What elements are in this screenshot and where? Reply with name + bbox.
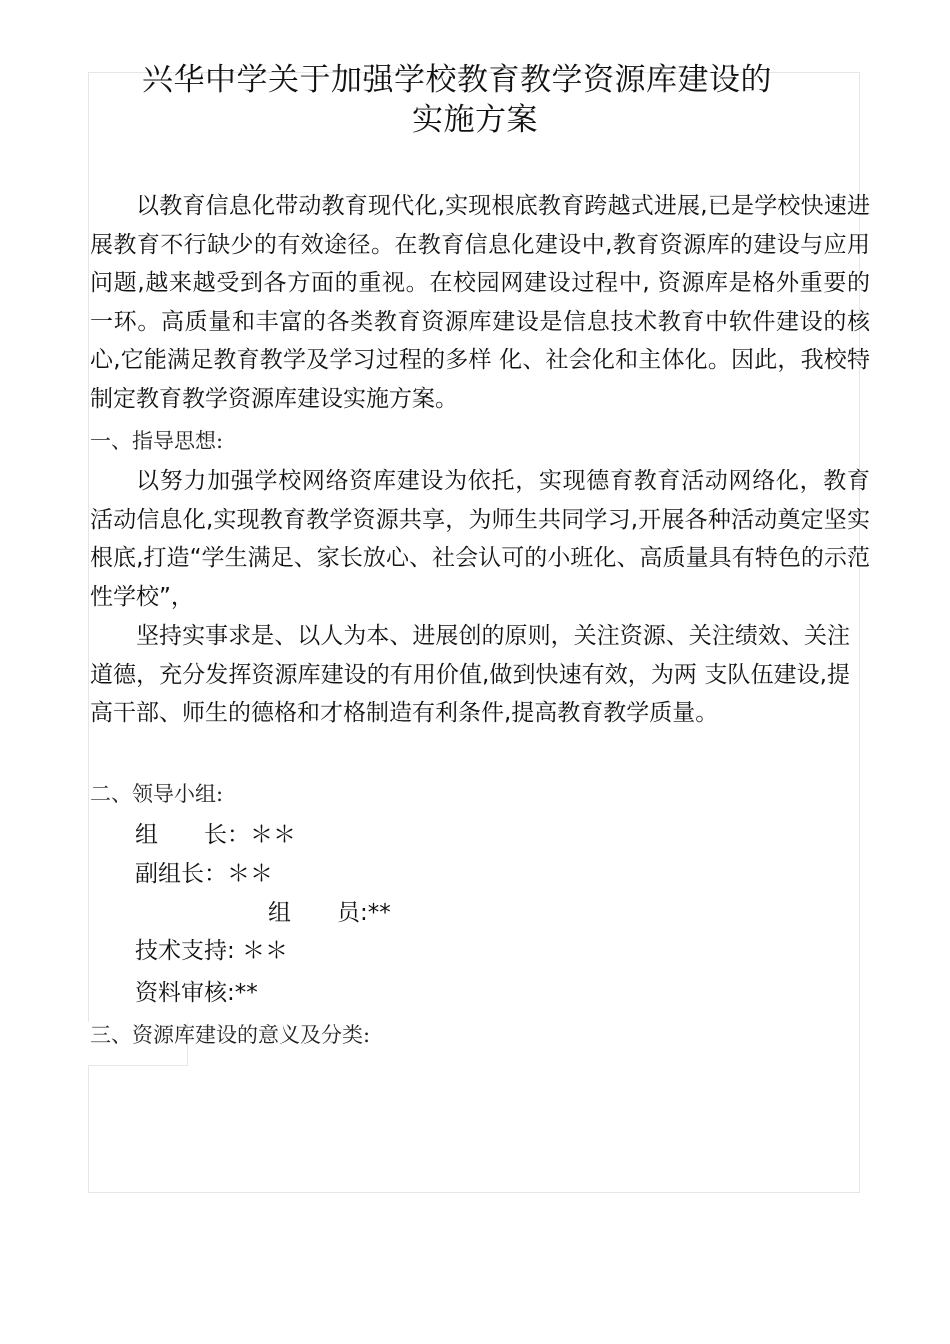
guiding-ideology-paragraph-2: 坚持实事求是、以人为本、进展创的原则，关注资源、关注绩效、关注道德，充分发挥资源库建设的有用价值,做到快速有效，为两 支队伍建设,提高干部、师生的德格和才格制造有利条件,提高教育教学质量。 xyxy=(90,623,850,726)
group-members-line: 组 员:** xyxy=(268,900,391,926)
section-heading-significance: 三、资源库建设的意义及分类: xyxy=(90,1023,371,1047)
group-leader-line: 组 长：＊＊ xyxy=(135,822,296,848)
material-review-line: 资料审核:** xyxy=(135,980,258,1006)
document-title-line-2: 实施方案 xyxy=(412,102,538,138)
section-heading-guiding-ideology: 一、指导思想: xyxy=(90,429,224,453)
document-title-line-1: 兴华中学关于加强学校教育教学资源库建设的 xyxy=(142,62,772,98)
deputy-leader-line: 副组长：＊＊ xyxy=(135,861,273,887)
intro-paragraph: 以教育信息化带动教育现代化,实现根底教育跨越式进展,已是学校快速进展教育不行缺少的有效途径。在教育信息化建设中,教育资源库的建设与应用问题,越来越受到各方面的重视。在校园网建设过程中, 资源库是格外重要的一环。高质量和丰富的各类教育资源库建设是信息技术教育中软件建设的核心,它能满足教育教学及学习过程的多样 化、社会化和主体化。因此，我校特制定教育教学资源库建设实施方案。 xyxy=(90,193,870,412)
tech-support-line: 技术支持: ＊＊ xyxy=(135,938,289,964)
guiding-ideology-paragraph-1: 以努力加强学校网络资库建设为依托，实现德育教育活动网络化，教育活动信息化,实现教育教学资源共享，为师生共同学习,开展各种活动奠定坚实根底,打造“学生满足、家长放心、社会认可的小班化、高质量具有特色的示范性学校”， xyxy=(90,468,870,610)
section-heading-leadership-group: 二、领导小组: xyxy=(90,782,224,806)
